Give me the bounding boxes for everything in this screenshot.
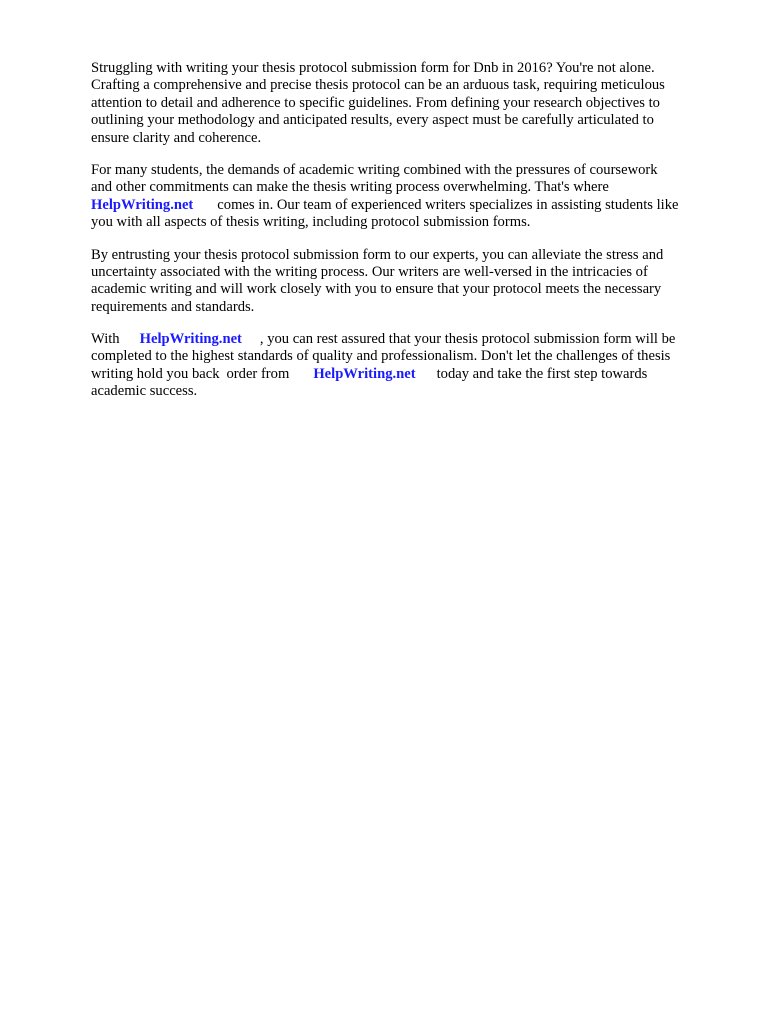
text-line-with-link xyxy=(91,197,731,214)
text-line: By entrusting your thesis protocol submission form to our experts, you can alleviate the stress and xyxy=(91,246,664,263)
text-line-with-link xyxy=(91,331,731,348)
helpwriting-link[interactable]: HelpWriting.net xyxy=(91,196,194,213)
text-line: completed to the highest standards of quality and professionalism. Don't let the challenges of thesis xyxy=(91,348,671,365)
text-fragment: , you can rest assured that your thesis protocol submission form will be xyxy=(259,331,676,348)
text-line: requirements and standards. xyxy=(91,298,255,315)
text-line-with-link xyxy=(91,366,731,383)
text-line: outlining your methodology and anticipated results, every aspect must be carefully articulated to xyxy=(91,112,654,129)
document-page xyxy=(91,60,731,416)
text-fragment: today and take the first step towards xyxy=(436,365,648,382)
text-line: Struggling with writing your thesis protocol submission form for Dnb in 2016? You're not alone. xyxy=(91,60,655,76)
paragraph-intro xyxy=(91,60,731,147)
text-line: you with all aspects of thesis writing, including protocol submission forms. xyxy=(91,214,531,231)
text-line: For many students, the demands of academic writing combined with the pressures of coursework xyxy=(91,161,658,178)
text-fragment: comes in. Our team of experienced writers specializes in assisting students like xyxy=(217,196,679,213)
text-line: academic success. xyxy=(91,383,198,400)
text-fragment: writing hold you back xyxy=(91,365,220,382)
text-line: and other commitments can make the thesis writing process overwhelming. That's where xyxy=(91,179,609,196)
paragraph-experts xyxy=(91,247,731,317)
paragraph-students xyxy=(91,162,731,232)
helpwriting-link[interactable]: HelpWriting.net xyxy=(139,331,242,348)
text-line: attention to detail and adherence to specific guidelines. From defining your research objectives to xyxy=(91,94,660,111)
text-fragment: order from xyxy=(226,365,290,382)
paragraph-conclusion xyxy=(91,331,731,401)
text-line: uncertainty associated with the writing process. Our writers are well-versed in the intricacies of xyxy=(91,263,648,280)
text-fragment: With xyxy=(91,331,120,348)
text-line: academic writing and will work closely with you to ensure that your protocol meets the necessary xyxy=(91,281,662,298)
text-line: ensure clarity and coherence. xyxy=(91,129,262,146)
text-line: Crafting a comprehensive and precise thesis protocol can be an arduous task, requiring meticulous xyxy=(91,77,665,94)
helpwriting-link[interactable]: HelpWriting.net xyxy=(313,365,416,382)
